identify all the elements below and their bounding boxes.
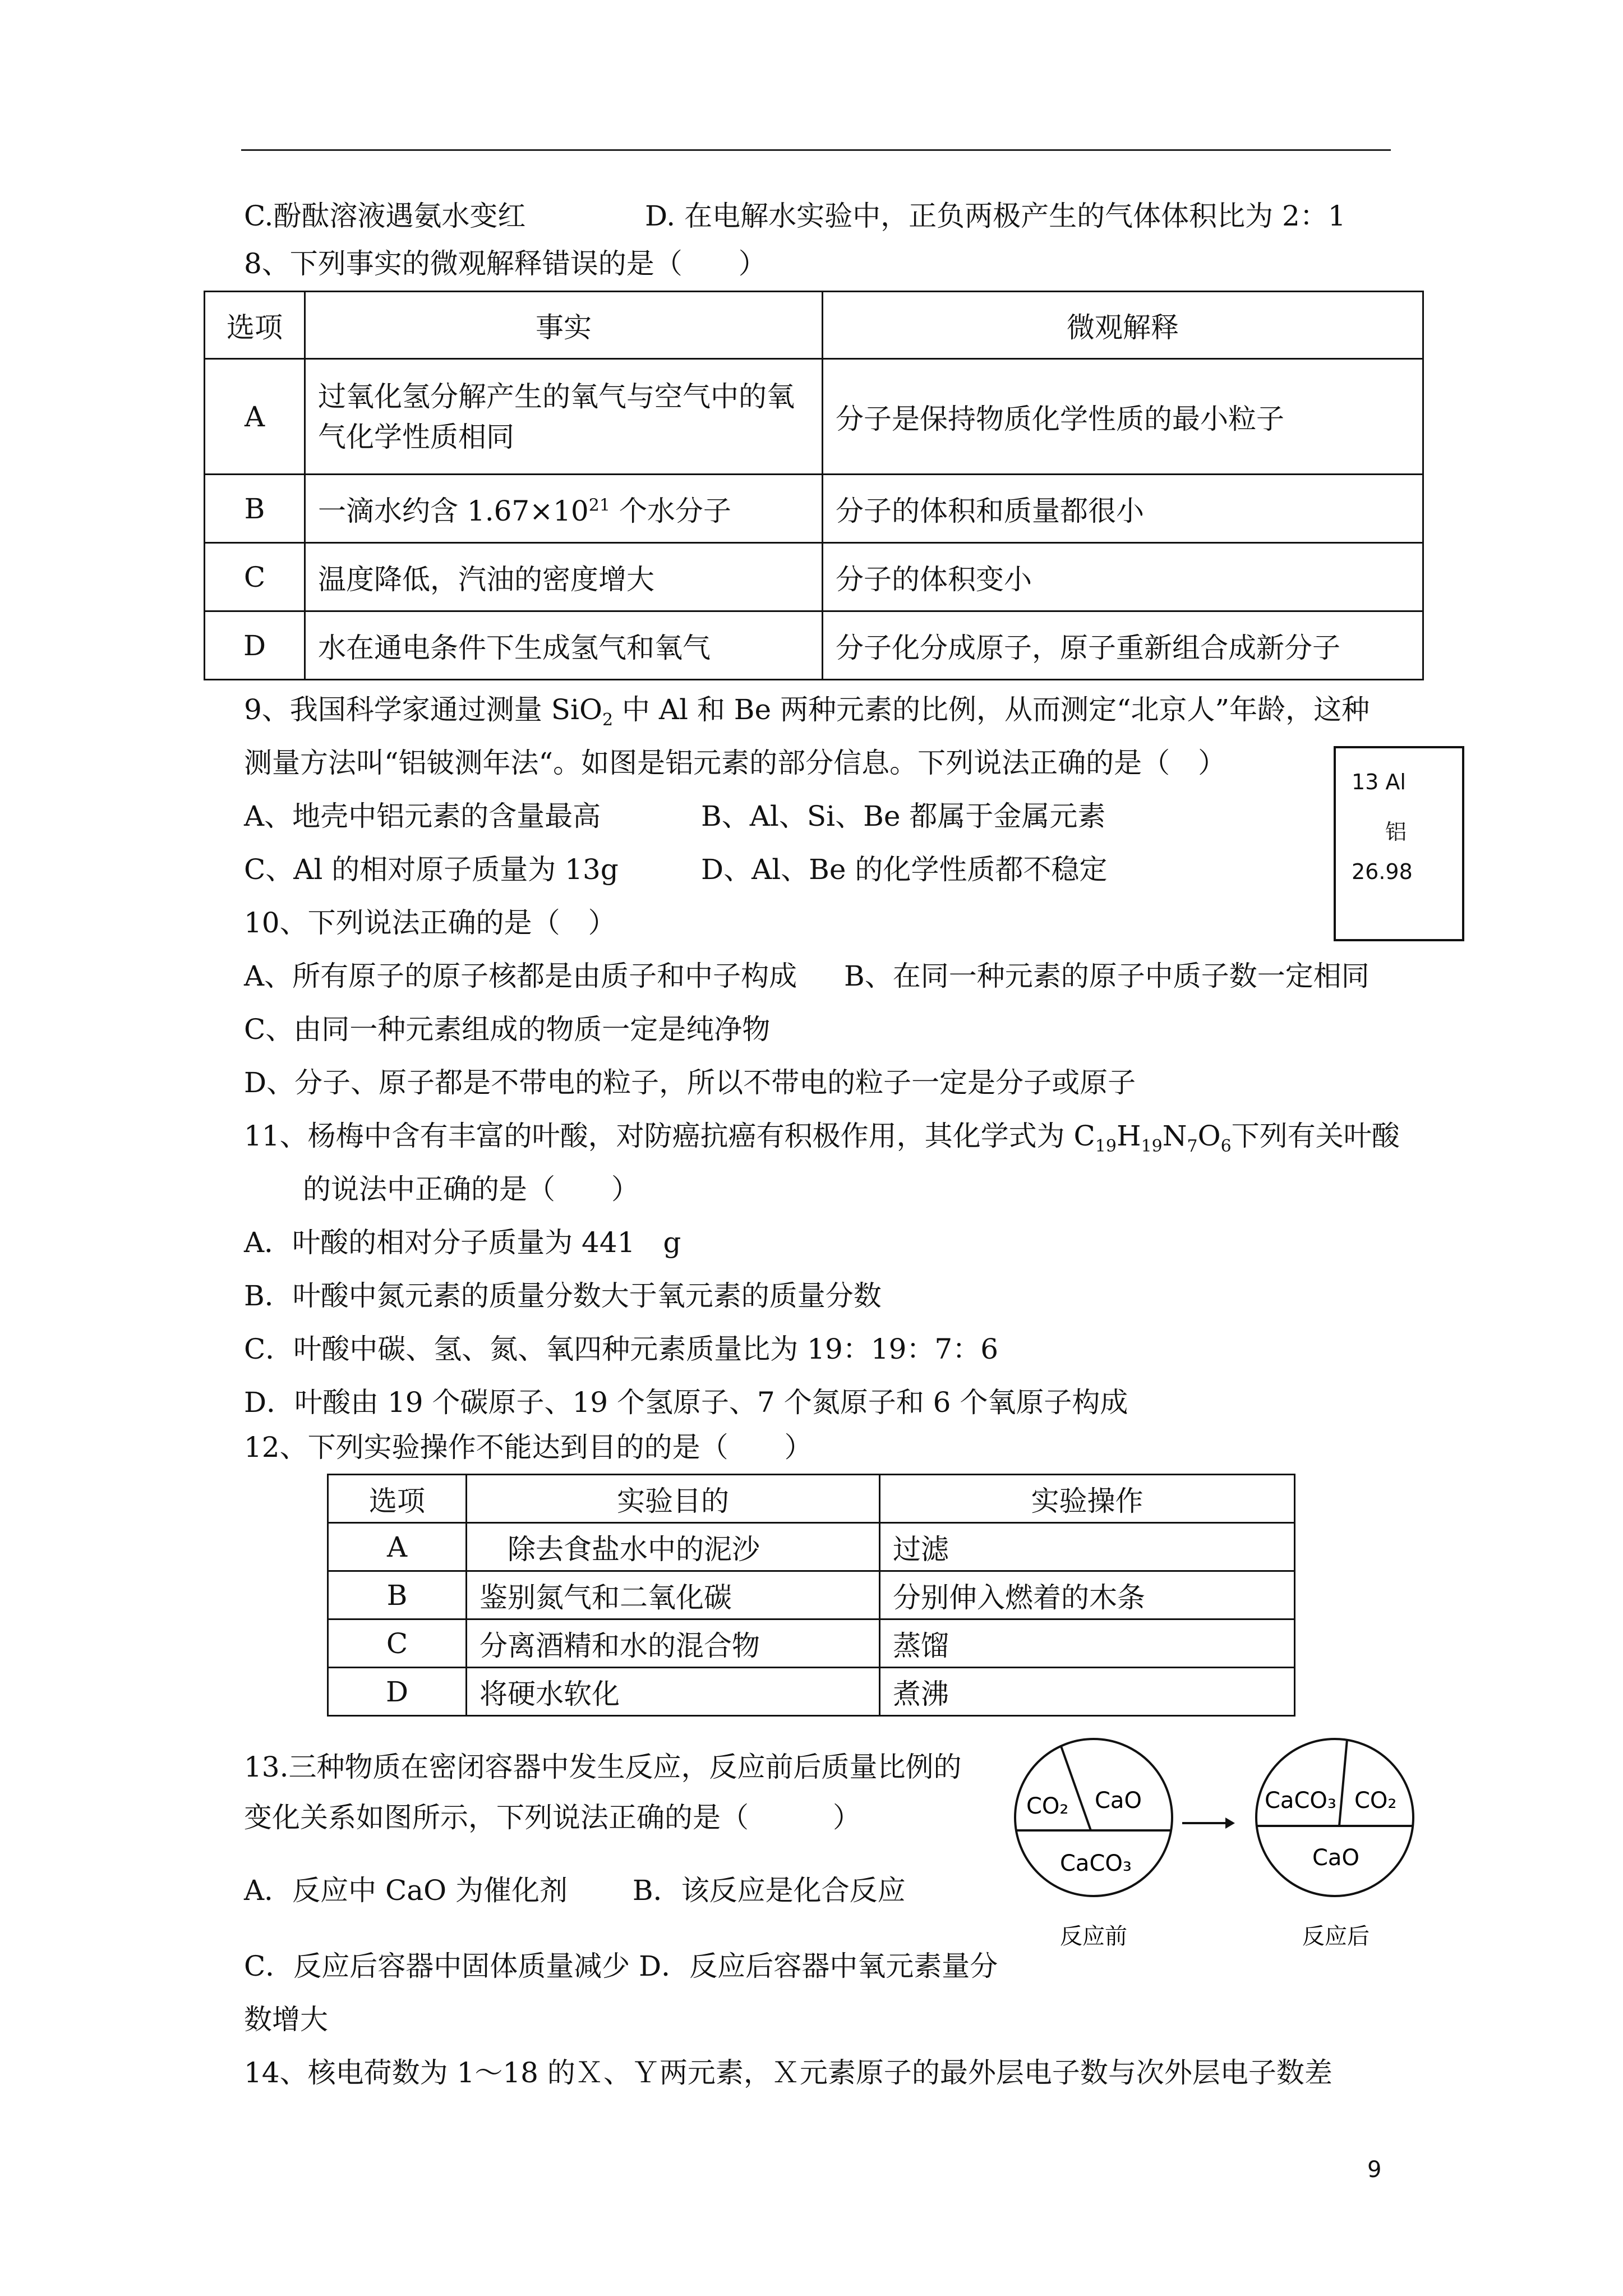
q10-option-d: D、分子、原子都是不带电的粒子，所以不带电的粒子一定是分子或原子 bbox=[244, 1066, 1136, 1099]
q8-stem: 8、下列事实的微观解释错误的是（ ） bbox=[244, 247, 767, 280]
q13-line4: C．反应后容器中固体质量减少 D．反应后容器中氧元素量分 bbox=[244, 1950, 998, 1982]
q8-row-d-fact: 水在通电条件下生成氢气和氧气 bbox=[305, 611, 823, 680]
pie-before-caption: 反应前 bbox=[1060, 1924, 1127, 1949]
q8-row-a-fact bbox=[305, 359, 823, 475]
q8-header-option: 选项 bbox=[205, 292, 305, 359]
q12-row-b-option: B bbox=[328, 1571, 467, 1619]
header-rule bbox=[241, 149, 1391, 151]
q12-row-c-option: C bbox=[328, 1619, 467, 1668]
q11-option-a: A．叶酸的相对分子质量为 441 g bbox=[244, 1226, 681, 1259]
q8-header-fact: 事实 bbox=[305, 292, 823, 359]
q12-row-c-goal: 分离酒精和水的混合物 bbox=[467, 1619, 880, 1668]
q9-option-c: C、Al 的相对原子质量为 13g bbox=[244, 853, 619, 886]
formula-h: H bbox=[1116, 1120, 1141, 1152]
q11-option-b: B．叶酸中氮元素的质量分数大于氧元素的质量分数 bbox=[244, 1280, 882, 1312]
q8-row-d bbox=[205, 611, 1423, 680]
q12-stem: 12、下列实验操作不能达到目的的是（ ） bbox=[244, 1431, 813, 1464]
q12-row-a bbox=[328, 1523, 1295, 1571]
q12-table bbox=[327, 1474, 1295, 1717]
q11-line2: 的说法中正确的是（ ） bbox=[303, 1173, 639, 1205]
q8-row-b-fact bbox=[305, 475, 823, 543]
q12-header-goal: 实验目的 bbox=[467, 1475, 880, 1523]
element-atomic-mass: 26.98 bbox=[1352, 859, 1413, 884]
q7-option-d: D. 在电解水实验中，正负两极产生的气体体积比为 2：1 bbox=[645, 200, 1346, 232]
formula-c: C bbox=[1073, 1120, 1095, 1152]
pie-after-label-caco3: CaCO₃ bbox=[1265, 1788, 1336, 1814]
q9-line1 bbox=[244, 693, 1370, 737]
q7-option-c: C.酚酞溶液遇氨水变红 bbox=[244, 200, 526, 232]
folic-acid-formula bbox=[1073, 1120, 1232, 1156]
q9-option-b: B、Al、Si、Be 都属于金属元素 bbox=[701, 800, 1106, 832]
q8-row-b bbox=[205, 475, 1423, 543]
q12-row-c bbox=[328, 1619, 1295, 1668]
reaction-pie-charts bbox=[1004, 1736, 1441, 1961]
formula-o-count: 6 bbox=[1220, 1137, 1232, 1156]
formula-o: O bbox=[1197, 1120, 1221, 1152]
aluminium-element-card bbox=[1334, 746, 1464, 941]
q12-row-a-operation: 过滤 bbox=[880, 1523, 1295, 1571]
pie-after-label-co2: CO₂ bbox=[1354, 1788, 1397, 1814]
q8-row-a-fact-line2: 气化学性质相同 bbox=[318, 420, 514, 453]
q12-row-a-option: A bbox=[328, 1523, 467, 1571]
q8-row-c-fact: 温度降低，汽油的密度增大 bbox=[305, 543, 823, 611]
q8-row-c bbox=[205, 543, 1423, 611]
pie-after-caption: 反应后 bbox=[1302, 1924, 1370, 1949]
formula-n-count: 7 bbox=[1187, 1137, 1198, 1156]
q9-line1-sub: 2 bbox=[602, 710, 614, 730]
q12-row-d bbox=[328, 1668, 1295, 1716]
q9-line1-a: 9、我国科学家通过测量 SiO bbox=[244, 693, 602, 726]
q8-row-b-fact-tail: 个水分子 bbox=[610, 494, 731, 527]
q12-row-d-goal: 将硬水软化 bbox=[467, 1668, 880, 1716]
q12-row-d-operation: 煮沸 bbox=[880, 1668, 1295, 1716]
formula-c-count: 19 bbox=[1095, 1137, 1117, 1156]
q8-row-c-explanation: 分子的体积变小 bbox=[823, 543, 1423, 611]
q12-row-c-operation: 蒸馏 bbox=[880, 1619, 1295, 1668]
pie-before-label-caco3: CaCO₃ bbox=[1060, 1851, 1132, 1876]
q9-line2: 测量方法叫“铝铍测年法“。如图是铝元素的部分信息。下列说法正确的是（ ） bbox=[244, 747, 1227, 779]
q8-row-a-option: A bbox=[205, 359, 305, 475]
formula-h-count: 19 bbox=[1141, 1137, 1163, 1156]
pie-before bbox=[1015, 1739, 1172, 1949]
pie-before-label-cao: CaO bbox=[1095, 1788, 1142, 1814]
q8-row-a-explanation: 分子是保持物质化学性质的最小粒子 bbox=[823, 359, 1423, 475]
pie-after bbox=[1256, 1739, 1413, 1949]
q14-line1: 14、核电荷数为 1～18 的Ｘ、Ｙ两元素，Ｘ元素原子的最外层电子数与次外层电子数差 bbox=[244, 2056, 1332, 2089]
q8-row-b-fact-text: 一滴水约含 1.67×10 bbox=[318, 494, 589, 527]
pie-before-label-co2: CO₂ bbox=[1026, 1793, 1069, 1819]
q8-row-b-exponent: 21 bbox=[588, 495, 610, 515]
q12-header-option: 选项 bbox=[328, 1475, 467, 1523]
q11-option-d: D．叶酸由 19 个碳原子、19 个氢原子、7 个氮原子和 6 个氧原子构成 bbox=[244, 1386, 1128, 1419]
arrow-icon bbox=[1182, 1818, 1235, 1829]
q10-option-a: A、所有原子的原子核都是由质子和中子构成 bbox=[244, 960, 797, 992]
q12-row-b-operation: 分别伸入燃着的木条 bbox=[880, 1571, 1295, 1619]
q8-row-a bbox=[205, 359, 1423, 475]
q11-option-c: C．叶酸中碳、氢、氮、氧四种元素质量比为 19：19：7：6 bbox=[244, 1333, 999, 1365]
q11-line1 bbox=[244, 1119, 1400, 1163]
q12-row-d-option: D bbox=[328, 1668, 467, 1716]
q8-row-c-option: C bbox=[205, 543, 305, 611]
q8-header-explanation: 微观解释 bbox=[823, 292, 1423, 359]
q12-header-operation: 实验操作 bbox=[880, 1475, 1295, 1523]
q8-row-d-option: D bbox=[205, 611, 305, 680]
page-number: 9 bbox=[1367, 2157, 1382, 2183]
q13-line1: 13.三种物质在密闭容器中发生反应，反应前后质量比例的 bbox=[244, 1751, 962, 1783]
q11-line1-text: 11、杨梅中含有丰富的叶酸，对防癌抗癌有积极作用，其化学式为 bbox=[244, 1120, 1074, 1152]
q10-option-b: B、在同一种元素的原子中质子数一定相同 bbox=[844, 960, 1370, 992]
q8-row-b-option: B bbox=[205, 475, 305, 543]
q13-line5: 数增大 bbox=[244, 2003, 328, 2036]
q8-table bbox=[204, 291, 1424, 680]
q12-row-b-goal: 鉴别氮气和二氧化碳 bbox=[467, 1571, 880, 1619]
q8-row-b-explanation: 分子的体积和质量都很小 bbox=[823, 475, 1423, 543]
q10-option-c: C、由同一种元素组成的物质一定是纯净物 bbox=[244, 1013, 771, 1046]
formula-n: N bbox=[1162, 1120, 1187, 1152]
q11-line1-end: 下列有关叶酸 bbox=[1231, 1120, 1400, 1152]
q9-option-a: A、地壳中铝元素的含量最高 bbox=[244, 800, 601, 832]
q9-line1-b: 中 Al 和 Be 两种元素的比例，从而测定“北京人”年龄，这种 bbox=[613, 693, 1370, 726]
element-number-symbol: 13 Al bbox=[1352, 770, 1406, 794]
q12-row-a-goal: 除去食盐水中的泥沙 bbox=[467, 1523, 880, 1571]
q10-stem: 10、下列说法正确的是（ ） bbox=[244, 907, 616, 939]
q12-row-b bbox=[328, 1571, 1295, 1619]
q8-row-a-fact-line1: 过氧化氢分解产生的氧气与空气中的氧 bbox=[318, 380, 795, 413]
pie-after-label-cao: CaO bbox=[1312, 1845, 1359, 1871]
q8-row-d-explanation: 分子化分成原子，原子重新组合成新分子 bbox=[823, 611, 1423, 680]
q13-line2: 变化关系如图所示，下列说法正确的是（ ） bbox=[244, 1801, 861, 1834]
q13-line3: A．反应中 CaO 为催化剂 B．该反应是化合反应 bbox=[244, 1874, 906, 1907]
element-name: 铝 bbox=[1385, 820, 1407, 844]
q9-option-d: D、Al、Be 的化学性质都不稳定 bbox=[701, 853, 1108, 886]
